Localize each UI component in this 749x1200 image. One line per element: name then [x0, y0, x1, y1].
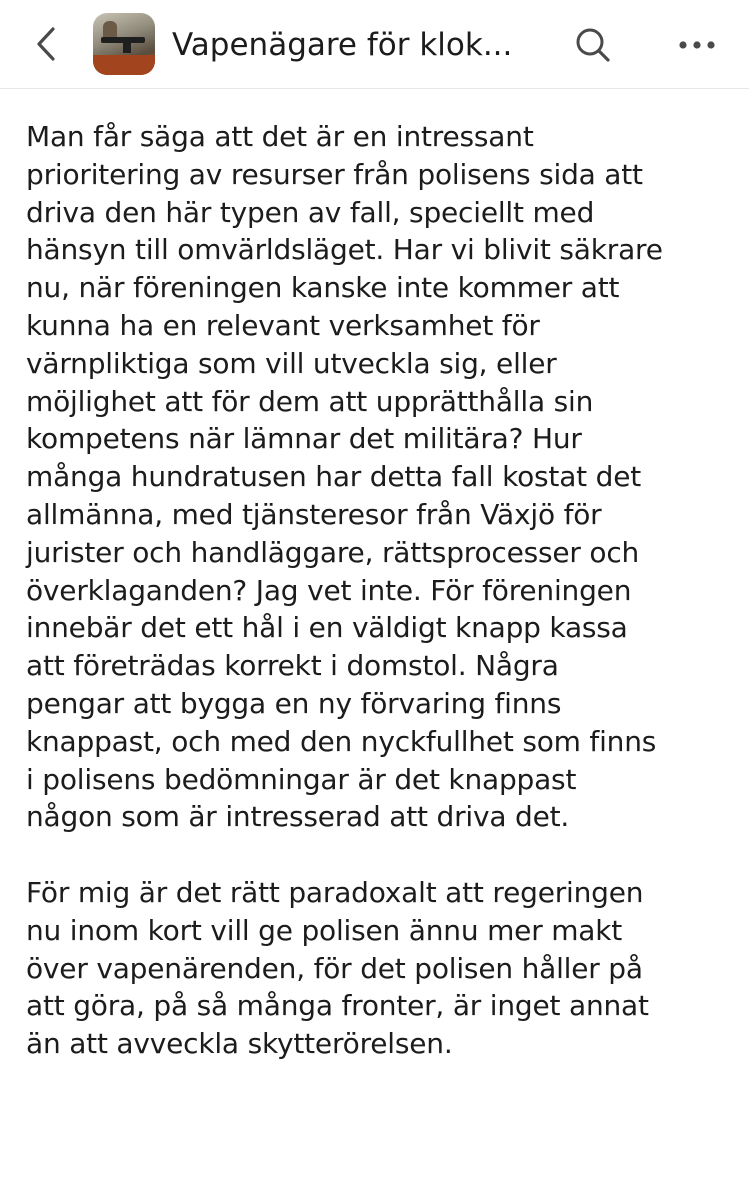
- post-text-line: kunna ha en relevant verksamhet för: [26, 308, 540, 342]
- post-text-line: innebär det ett hål i en väldigt knapp kassa: [26, 611, 628, 645]
- back-button[interactable]: [26, 22, 66, 66]
- post-text-line: möjlighet att för dem att upprätthålla sin: [26, 384, 594, 418]
- post-text-line: pengar att bygga en ny förvaring finns: [26, 686, 562, 720]
- group-avatar[interactable]: [93, 13, 155, 75]
- more-horizontal-icon: [677, 39, 717, 51]
- post-text-line: i polisens bedömningar är det knappast: [26, 762, 577, 796]
- post-text-line: Man får säga att det är en intressant: [26, 120, 534, 153]
- post-text-line: någon som är intresserad att driva det.: [26, 800, 570, 834]
- post-text-line: värnpliktiga som vill utveckla sig, eller: [26, 346, 557, 380]
- post-text-line: än att avveckla skytterörelsen.: [26, 1027, 453, 1061]
- post-text-line: hänsyn till omvärldsläget. Har vi blivit säkrare: [26, 233, 663, 267]
- post-text-line: överklaganden? Jag vet inte. För föreningen: [26, 573, 632, 607]
- post-text-line: nu inom kort vill ge polisen ännu mer makt: [26, 913, 623, 947]
- post-text-line: För mig är det rätt paradoxalt att regeringen: [26, 875, 644, 909]
- post-text-line: knappast, och med den nyckfullhet som finns: [26, 724, 657, 758]
- top-bar: [0, 0, 749, 89]
- post-text-line: många hundratusen har detta fall kostat det: [26, 460, 642, 494]
- post-text-line: kompetens när lämnar det militära? Hur: [26, 422, 582, 456]
- post-text-line: nu, när föreningen kanske inte kommer att: [26, 271, 620, 305]
- post-text-line: att företrädas korrekt i domstol. Några: [26, 649, 559, 683]
- search-button[interactable]: [570, 22, 616, 68]
- search-icon: [573, 25, 613, 65]
- post-paragraph: [26, 118, 726, 836]
- post-paragraph: [26, 874, 726, 1063]
- post-body: [26, 118, 726, 1063]
- post-text-line: att göra, på så många fronter, är inget annat: [26, 989, 649, 1023]
- group-title[interactable]: Vapenägare för klok...: [172, 27, 513, 63]
- post-text-line: allmänna, med tjänsteresor från Växjö för: [26, 497, 602, 531]
- chevron-left-icon: [35, 26, 57, 62]
- post-text-line: jurister och handläggare, rättsprocesser och: [26, 535, 640, 569]
- more-options-button[interactable]: [672, 22, 722, 68]
- post-text-line: över vapenärenden, för det polisen håller på: [26, 951, 643, 985]
- post-text-line: prioritering av resurser från polisens sida att: [26, 157, 643, 191]
- post-text-line: driva den här typen av fall, speciellt med: [26, 195, 595, 229]
